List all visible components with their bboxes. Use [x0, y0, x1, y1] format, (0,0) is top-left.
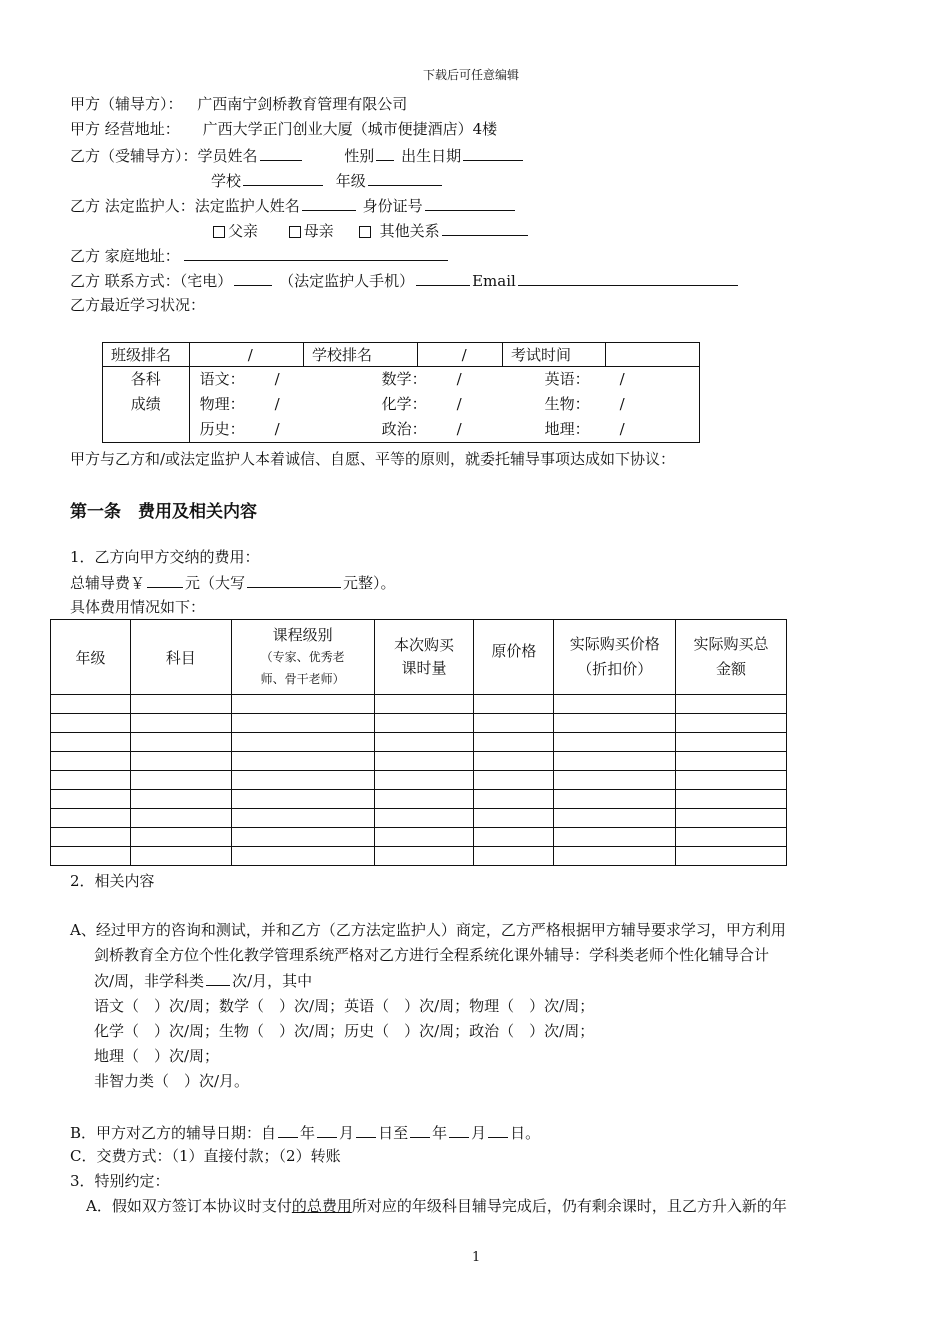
fee-table-cell[interactable]: [130, 695, 231, 714]
school-rank-label: 学校排名: [303, 343, 417, 367]
grade-field[interactable]: [368, 170, 442, 186]
father-label: 父亲: [228, 222, 259, 240]
birth-field[interactable]: [463, 145, 523, 161]
fee-table-cell[interactable]: [51, 752, 131, 771]
total-fee-suffix: 元整）。: [343, 574, 396, 592]
start-day-field[interactable]: [356, 1122, 376, 1138]
end-year-label: 年: [432, 1124, 448, 1142]
fee-table-cell[interactable]: [51, 809, 131, 828]
contact-label: 乙方 联系方式：（宅电）: [70, 272, 233, 290]
fee-table-cell[interactable]: [374, 733, 474, 752]
page-number: 1: [472, 1250, 481, 1265]
th-course-level-note-2: 师、骨干老师）: [260, 672, 345, 686]
fee-table-cell[interactable]: [374, 847, 474, 866]
fee-table-cell[interactable]: [374, 828, 474, 847]
fee-table-cell[interactable]: [130, 790, 231, 809]
fee-table-cell[interactable]: [374, 809, 474, 828]
mother-label: 母亲: [303, 222, 334, 240]
fee-table-cell[interactable]: [374, 752, 474, 771]
fee-table-cell[interactable]: [51, 847, 131, 866]
section2-a-line3-pre: 次/周，非学科类: [94, 972, 205, 990]
score-politics: 政治： /: [381, 420, 462, 438]
relation-line: [213, 220, 530, 241]
fee-item1: 1．乙方向甲方交纳的费用：: [70, 548, 260, 566]
party-a-address-label: 甲方 经营地址：: [70, 120, 180, 138]
score-geography: 地理： /: [544, 420, 625, 438]
end-day-field[interactable]: [488, 1122, 508, 1138]
th-actual-price: [554, 620, 676, 695]
dates-prefix: B．甲方对乙方的辅导日期：自: [70, 1124, 277, 1142]
fee-table-cell[interactable]: [130, 847, 231, 866]
exam-time-value[interactable]: [605, 343, 700, 367]
th-orig-price: 原价格: [474, 620, 554, 695]
subjects-line1: 语文（ ）次/周；数学（ ）次/周；英语（ ）次/周；物理（ ）次/周；: [94, 997, 595, 1015]
fee-table-cell[interactable]: [676, 790, 787, 809]
total-fee-field[interactable]: [147, 572, 183, 588]
contact-line: [70, 270, 740, 291]
th-hours: [374, 620, 474, 695]
fee-table-row: [51, 752, 787, 771]
party-a-address-line: [70, 119, 497, 139]
fee-table-cell[interactable]: [474, 828, 554, 847]
id-label: 身份证号: [362, 197, 423, 215]
fee-table-cell[interactable]: [51, 695, 131, 714]
party-a-line: [70, 94, 407, 114]
year-label: 年: [300, 1124, 316, 1142]
fee-table-cell[interactable]: [474, 790, 554, 809]
fee-table-cell[interactable]: [130, 828, 231, 847]
fee-table-row: [51, 695, 787, 714]
fee-table-cell[interactable]: [474, 695, 554, 714]
fee-table-cell[interactable]: [474, 714, 554, 733]
th-course-level-title: 课程级别: [272, 626, 333, 644]
fee-table-cell[interactable]: [676, 809, 787, 828]
fee-table-cell[interactable]: [474, 809, 554, 828]
fee-table-cell[interactable]: [554, 733, 676, 752]
fee-table-cell[interactable]: [554, 695, 676, 714]
fee-table-cell[interactable]: [374, 771, 474, 790]
fee-table-cell[interactable]: [554, 771, 676, 790]
fee-table-cell[interactable]: [130, 733, 231, 752]
party-b-school-line: [211, 170, 444, 191]
th-course-level-note-1: （专家、优秀老: [260, 650, 345, 664]
article1-title: 第一条 费用及相关内容: [70, 502, 257, 522]
total-fee-mid: 元（大写: [185, 574, 246, 592]
father-checkbox[interactable]: [213, 226, 225, 238]
school-rank-value[interactable]: /: [418, 343, 503, 367]
score-physics: 物理： /: [199, 395, 280, 413]
other-label: 其他关系: [379, 222, 440, 240]
day-to-label: 日至: [378, 1124, 409, 1142]
fee-table-cell[interactable]: [676, 828, 787, 847]
th-subject: 科目: [130, 620, 231, 695]
month-label: 月: [339, 1124, 355, 1142]
fee-table-cell[interactable]: [676, 752, 787, 771]
fee-table-cell[interactable]: [51, 733, 131, 752]
th-hours-1: 本次购买: [393, 636, 454, 654]
fee-table-cell[interactable]: [676, 847, 787, 866]
fee-table-cell[interactable]: [51, 714, 131, 733]
score-chemistry: 化学： /: [381, 395, 462, 413]
end-day-label: 日。: [510, 1124, 541, 1142]
fee-table-row: [51, 771, 787, 790]
fee-table-row: [51, 828, 787, 847]
study-table: [102, 342, 700, 443]
home-field[interactable]: [184, 245, 448, 261]
fee-table-cell[interactable]: [474, 752, 554, 771]
score-chinese: 语文： /: [199, 370, 280, 388]
exam-time-label: 考试时间: [502, 343, 605, 367]
guardian-line: [70, 195, 517, 216]
fee-table-row: [51, 847, 787, 866]
total-fee-prefix: 总辅导费￥: [70, 574, 146, 592]
fee-table-cell[interactable]: [676, 733, 787, 752]
home-phone-field[interactable]: [234, 270, 272, 286]
non-subject-times-field[interactable]: [206, 970, 230, 986]
birth-label: 出生日期: [401, 147, 462, 165]
party-a-name: 广西南宁剑桥教育管理有限公司: [197, 95, 408, 113]
th-total-1: 实际购买总: [693, 635, 769, 653]
subjects-line2: 化学（ ）次/周；生物（ ）次/周；历史（ ）次/周；政治（ ）次/周；: [94, 1022, 595, 1040]
home-line: [70, 245, 450, 266]
fee-table-cell[interactable]: [231, 714, 374, 733]
fee-table-cell[interactable]: [231, 809, 374, 828]
fee-table-cell[interactable]: [374, 790, 474, 809]
score-math: 数学： /: [381, 370, 462, 388]
subject-scores-label: [103, 367, 190, 443]
guardian-name-field[interactable]: [302, 195, 356, 211]
th-actual-price-1: 实际购买价格: [569, 635, 660, 653]
grade-label: 年级: [335, 172, 366, 190]
fee-table-cell[interactable]: [554, 714, 676, 733]
payment-method-line: C．交费方式：（1）直接付款；（2）转账: [70, 1147, 341, 1165]
fee-table-cell[interactable]: [554, 752, 676, 771]
fee-table-cell[interactable]: [676, 695, 787, 714]
section2-a-line3: [94, 970, 312, 991]
other-checkbox[interactable]: [359, 226, 371, 238]
fee-table-cell[interactable]: [554, 828, 676, 847]
end-year-field[interactable]: [410, 1122, 430, 1138]
fee-table-cell[interactable]: [554, 809, 676, 828]
th-total: [676, 620, 787, 695]
th-actual-price-2: （折扣价）: [577, 660, 653, 678]
fee-table-cell[interactable]: [130, 809, 231, 828]
party-a-label: 甲方（辅导方）：: [70, 95, 183, 113]
home-label: 乙方 家庭地址：: [70, 247, 180, 265]
guardian-phone-field[interactable]: [416, 270, 470, 286]
fee-table-cell[interactable]: [130, 771, 231, 790]
student-name-field[interactable]: [260, 145, 302, 161]
th-grade: 年级: [51, 620, 131, 695]
fee-table-cell[interactable]: [231, 695, 374, 714]
end-month-field[interactable]: [449, 1122, 469, 1138]
gender-field[interactable]: [376, 145, 394, 161]
fee-table-row: [51, 733, 787, 752]
th-total-2: 金额: [716, 660, 747, 678]
other-field[interactable]: [442, 220, 528, 236]
section2-a-line3-post: 次/月，其中: [232, 972, 313, 990]
fee-table-cell[interactable]: [474, 847, 554, 866]
special-agreement-title: 3．特别约定：: [70, 1172, 170, 1190]
special-a-underlined: 的总费用: [291, 1197, 352, 1215]
tutoring-dates-line: [70, 1122, 540, 1143]
subject-scores-cell: [189, 367, 699, 443]
fee-table-row: [51, 809, 787, 828]
party-b-student-line: [70, 145, 525, 166]
fee-table: [50, 619, 787, 866]
id-field[interactable]: [425, 195, 515, 211]
fee-table-cell[interactable]: [554, 790, 676, 809]
section2-a-line2: 剑桥教育全方位个性化教学管理系统严格对乙方进行全程系统化课外辅导：学科类老师个性化辅导合计: [94, 946, 770, 964]
end-month-label: 月: [471, 1124, 487, 1142]
subject-scores-label-2: 成绩: [130, 395, 161, 413]
study-label: 乙方最近学习状况：: [70, 296, 206, 314]
fee-table-cell[interactable]: [676, 714, 787, 733]
guardian-phone-label: （法定监护人手机）: [279, 272, 415, 290]
fee-table-cell[interactable]: [374, 695, 474, 714]
fee-table-cell[interactable]: [474, 733, 554, 752]
subjects-line3: 地理（ ）次/周；: [94, 1047, 220, 1065]
section2-a-line1: A、经过甲方的咨询和测试，并和乙方（乙方法定监护人）商定，乙方严格根据甲方辅导要求学习，甲方利用: [70, 921, 786, 939]
fee-table-cell[interactable]: [51, 790, 131, 809]
total-fee-line: [70, 572, 396, 593]
fee-table-cell[interactable]: [231, 752, 374, 771]
special-a-pre: A．假如双方签订本协议时支付: [86, 1197, 292, 1215]
class-rank-value[interactable]: /: [189, 343, 303, 367]
fee-table-cell[interactable]: [374, 714, 474, 733]
fee-table-cell[interactable]: [231, 733, 374, 752]
header-note: 下载后可任意编辑: [423, 68, 520, 82]
mother-checkbox[interactable]: [289, 226, 301, 238]
score-english: 英语： /: [544, 370, 625, 388]
school-label: 学校: [211, 172, 242, 190]
fee-table-cell[interactable]: [130, 752, 231, 771]
fee-table-cell[interactable]: [231, 771, 374, 790]
fee-table-cell[interactable]: [554, 847, 676, 866]
fee-table-cell[interactable]: [51, 828, 131, 847]
fee-table-cell[interactable]: [231, 847, 374, 866]
party-a-address: 广西大学正门创业大厦（城市便捷酒店）4楼: [202, 120, 498, 138]
th-course-level: [231, 620, 374, 695]
fee-table-cell[interactable]: [676, 771, 787, 790]
email-label: Email: [472, 272, 516, 290]
total-fee-capital-field[interactable]: [247, 572, 341, 588]
fee-detail-label: 具体费用情况如下：: [70, 598, 206, 616]
section2-title: 2．相关内容: [70, 872, 155, 890]
gender-label: 性别: [344, 147, 375, 165]
start-month-field[interactable]: [317, 1122, 337, 1138]
fee-table-cell[interactable]: [474, 771, 554, 790]
school-field[interactable]: [243, 170, 323, 186]
score-biology: 生物： /: [544, 395, 625, 413]
score-history: 历史： /: [199, 420, 280, 438]
special-agreement-a: [86, 1196, 787, 1216]
class-rank-label: 班级排名: [103, 343, 190, 367]
subject-scores-label-1: 各科: [130, 370, 161, 388]
th-hours-2: 课时量: [401, 659, 447, 677]
fee-table-cell[interactable]: [130, 714, 231, 733]
agreement-intro: 甲方与乙方和/或法定监护人本着诚信、自愿、平等的原则，就委托辅导事项达成如下协议：: [70, 450, 676, 468]
guardian-label: 乙方 法定监护人：法定监护人姓名: [70, 197, 300, 215]
email-field[interactable]: [518, 270, 738, 286]
student-name-label: 乙方（受辅导方）：学员姓名: [70, 147, 258, 165]
fee-table-row: [51, 714, 787, 733]
fee-table-cell[interactable]: [51, 771, 131, 790]
fee-table-cell[interactable]: [231, 828, 374, 847]
subjects-line4: 非智力类（ ）次/月。: [94, 1072, 250, 1090]
fee-table-row: [51, 790, 787, 809]
special-a-post: 所对应的年级科目辅导完成后，仍有剩余课时，且乙方升入新的年: [351, 1197, 787, 1215]
start-year-field[interactable]: [278, 1122, 298, 1138]
fee-table-cell[interactable]: [231, 790, 374, 809]
